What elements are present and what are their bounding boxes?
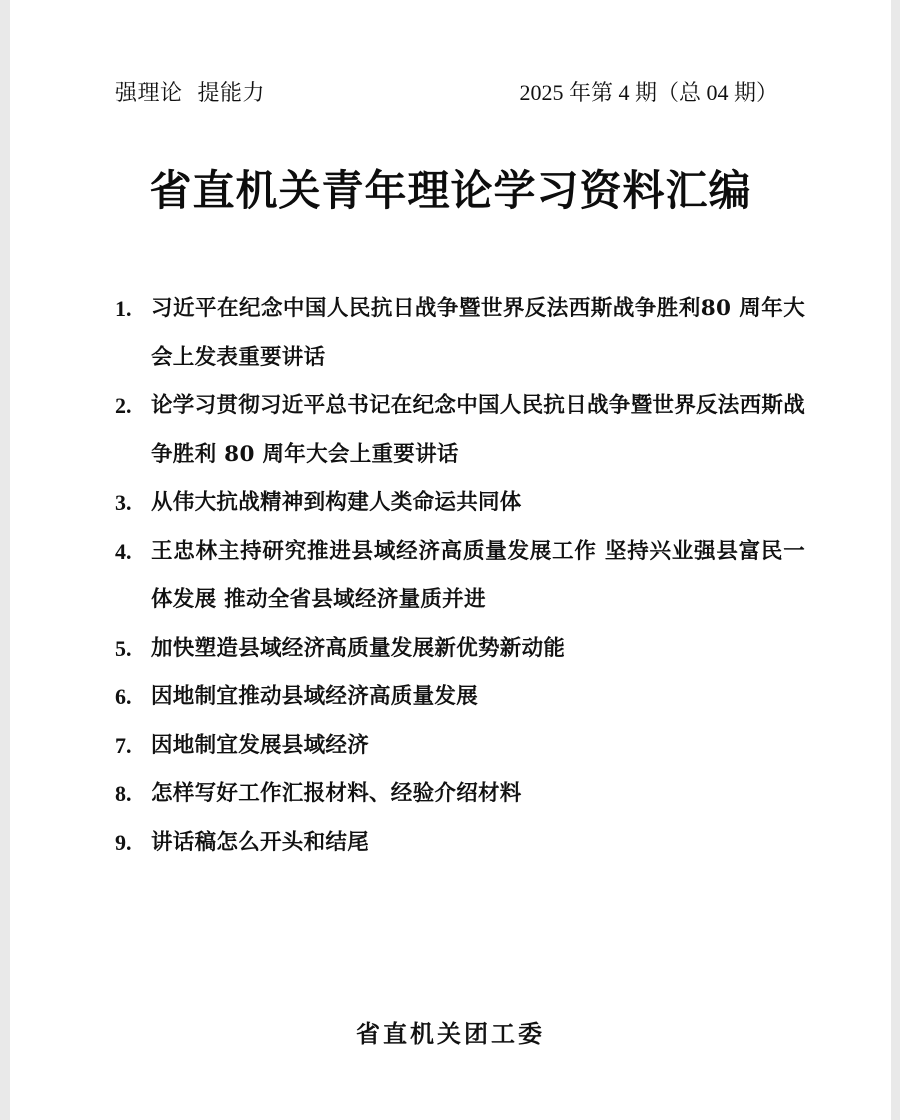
toc-item xyxy=(115,770,805,819)
toc-item-title: 因地制宜发展县域经济 xyxy=(151,732,370,758)
toc-item xyxy=(115,528,805,625)
toc-item-number: 4. xyxy=(115,538,132,564)
header-slogan: 强理论 提能力 xyxy=(115,81,265,106)
toc-item-number: 7. xyxy=(115,732,132,758)
document-page xyxy=(10,0,891,1120)
toc-item xyxy=(115,819,805,868)
toc-item xyxy=(115,285,805,382)
toc-item xyxy=(115,479,805,528)
toc-item-number: 6. xyxy=(115,684,132,709)
issuer-name: 省直机关团工委 xyxy=(356,1019,545,1048)
toc-item-title: 怎样写好工作汇报材料、经验介绍材料 xyxy=(151,781,522,806)
toc-item-number: 1. xyxy=(115,296,132,321)
toc-item-title: 论学习贯彻习近平总书记在纪念中国人民抗日战争暨世界反法西斯战争胜利 80 周年大会上重要讲话 xyxy=(151,393,806,467)
toc-item-number: 8. xyxy=(115,781,132,806)
toc-item-number: 5. xyxy=(115,635,132,661)
toc-item-title: 加快塑造县域经济高质量发展新优势新动能 xyxy=(151,635,566,661)
toc-item-number: 2. xyxy=(115,393,132,418)
toc-item-title: 王忠林主持研究推进县域经济高质量发展工作 坚持兴业强县富民一体发展 推动全省县域经济量质并进 xyxy=(151,538,805,612)
document-title: 省直机关青年理论学习资料汇编 xyxy=(149,166,752,215)
toc-item xyxy=(115,722,805,771)
toc-item-number: 9. xyxy=(115,829,132,855)
toc-item-title: 因地制宜推动县域经济高质量发展 xyxy=(151,684,479,709)
toc-item xyxy=(115,625,805,674)
table-of-contents xyxy=(115,285,805,867)
toc-item xyxy=(115,382,805,479)
issue-number: 2025 年第 4 期（总 04 期） xyxy=(519,80,778,105)
toc-item-number: 3. xyxy=(115,490,132,515)
toc-item-title: 习近平在纪念中国人民抗日战争暨世界反法西斯战争胜利80 周年大会上发表重要讲话 xyxy=(151,296,805,370)
toc-item-title: 讲话稿怎么开头和结尾 xyxy=(151,829,370,855)
toc-item xyxy=(115,673,805,722)
toc-item-title: 从伟大抗战精神到构建人类命运共同体 xyxy=(151,490,522,515)
